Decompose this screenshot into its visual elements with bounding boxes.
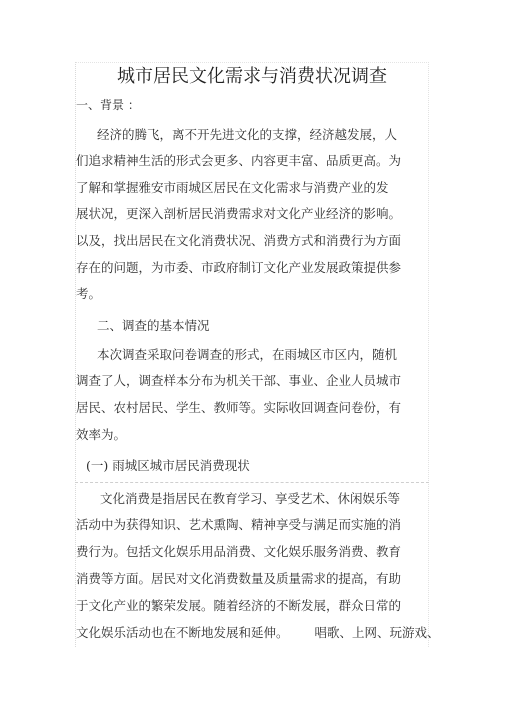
page-frame-right-line xyxy=(428,62,429,647)
paragraph-line: 调查了人，调查样本分布为机关干部、事业、企业人员城市 xyxy=(76,373,402,388)
paragraph-line: 展状况，更深入剖析居民消费需求对文化产业经济的影响。 xyxy=(76,206,402,221)
paragraph-line: 存在的问题，为市委、市政府制订文化产业发展政策提供参 xyxy=(76,260,402,275)
paragraph-line: 于文化产业的繁荣发展。随着经济的不断发展，群众日常的 xyxy=(76,598,402,613)
paragraph-line-text: 文化娱乐活动也在不断地发展和延伸。 xyxy=(76,625,289,640)
subsection-heading-consumption: (一) 雨城区城市居民消费现状 xyxy=(86,458,250,473)
paragraph-line-last xyxy=(76,625,440,641)
paragraph-line: 消费等方面。居民对文化消费数量及质量需求的提高，有助 xyxy=(76,571,402,586)
paragraph-line: 效率为。 xyxy=(76,427,127,442)
paragraph-line: 费行为。包括文化娱乐用品消费、文化娱乐服务消费、教育 xyxy=(76,544,402,559)
paragraph-line: 居民、农村居民、学生、教师等。实际收回调查问卷份，有 xyxy=(76,400,402,415)
section-divider-line xyxy=(75,482,429,483)
paragraph-line-tail: 唱歌、上网、玩游戏、 xyxy=(314,625,440,640)
paragraph-line: 以及，找出居民在文化消费状况、消费方式和消费行为方面 xyxy=(76,233,402,248)
paragraph-line: 文化消费是指居民在教育学习、享受艺术、休闲娱乐等 xyxy=(100,491,401,506)
section-heading-survey: 二、调查的基本情况 xyxy=(97,318,210,333)
paragraph-line: 本次调查采取问卷调查的形式，在雨城区市区内，随机 xyxy=(97,347,398,362)
paragraph-line: 经济的腾飞，离不开先进文化的支撑，经济越发展，人 xyxy=(97,127,398,142)
section-heading-background: 一、背景 ： xyxy=(76,98,140,112)
paragraph-line: 考。 xyxy=(76,286,102,301)
paragraph-line: 了解和掌握雅安市雨城区居民在文化需求与消费产业的发 xyxy=(76,180,389,195)
paragraph-line: 们追求精神生活的形式会更多、内容更丰富、品质更高。为 xyxy=(76,153,402,168)
paragraph-line: 活动中为获得知识、艺术熏陶、精神享受与满足而实施的消 xyxy=(76,517,402,532)
document-title: 城市居民文化需求与消费状况调查 xyxy=(117,66,387,87)
